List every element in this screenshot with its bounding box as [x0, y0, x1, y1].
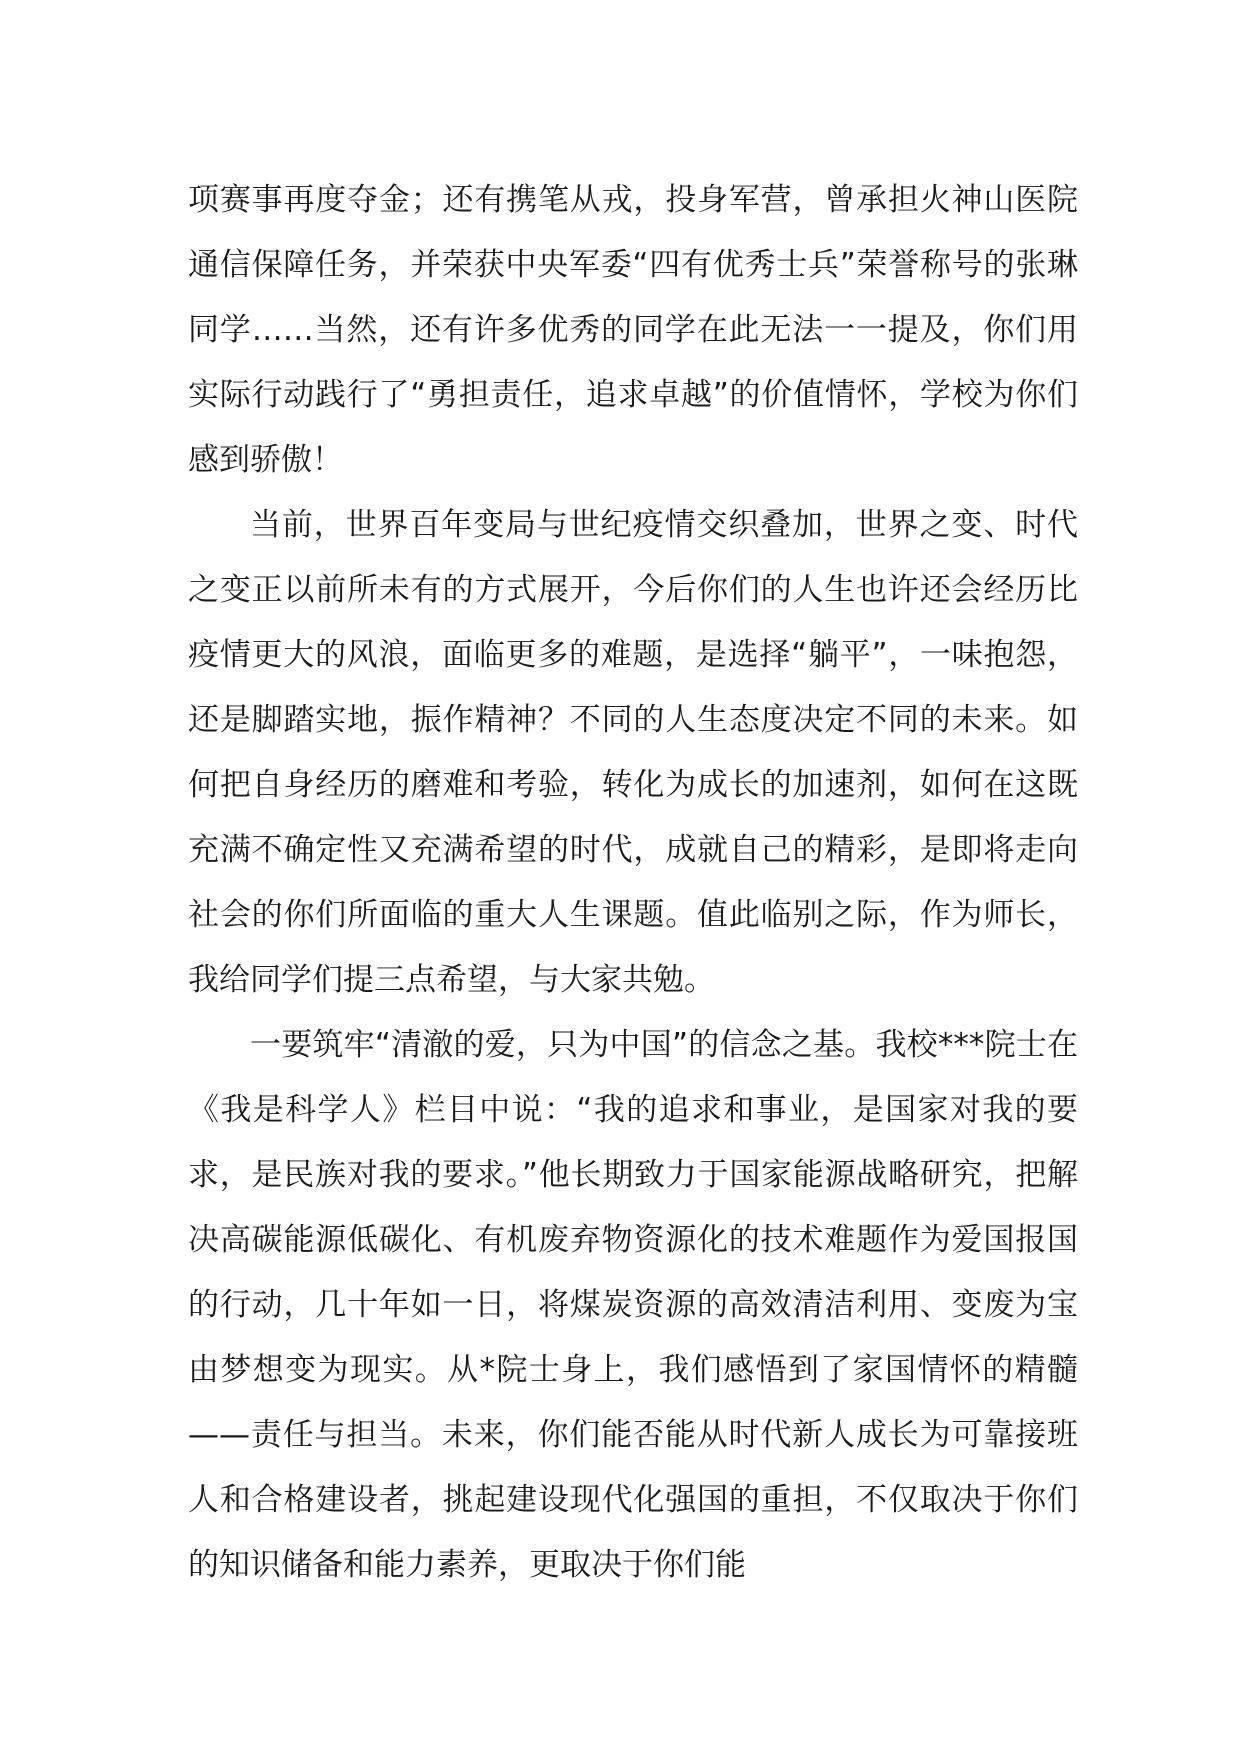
paragraph-3: 一要筑牢“清澈的爱，只为中国”的信念之基。我校***院士在《我是科学人》栏目中说：“我的追求和事业，是国家对我的要求，是民族对我的要求。”他长期致力于国家能源战略研究，把解决高碳能源低碳化、有机废弃物资源化的技术难题作为爱国报国的行动，几十年如一日，将煤炭资源的高效清洁利用、变废为宝由梦想变为现实。从*院士身上，我们感悟到了家国情怀的精髓——责任与担当。未来，你们能否能从时代新人成长为可靠接班人和合格建设者，挑起建设现代化强国的重担，不仅取决于你们的知识储备和能力素养，更取决于你们能 [188, 1027, 1078, 1583]
paragraph-2: 当前，世界百年变局与世纪疫情交织叠加，世界之变、时代之变正以前所未有的方式展开，今后你们的人生也许还会经历比疫情更大的风浪，面临更多的难题，是选择“躺平”，一味抱怨，还是脚踏实地，振作精神？不同的人生态度决定不同的未来。如何把自身经历的磨难和考验，转化为成长的加速剂，如何在这既充满不确定性又充满希望的时代，成就自己的精彩，是即将走向社会的你们所面临的重大人生课题。值此临别之际，作为师长，我给同学们提三点希望，与大家共勉。 [188, 507, 1078, 998]
document-body [188, 168, 1078, 1598]
paragraph-1: 项赛事再度夺金；还有携笔从戎，投身军营，曾承担火神山医院通信保障任务，并荣获中央军委“四有优秀士兵”荣誉称号的张琳同学……当然，还有许多优秀的同学在此无法一一提及，你们用实际行动践行了“勇担责任，追求卓越”的价值情怀，学校为你们感到骄傲！ [188, 182, 1078, 478]
